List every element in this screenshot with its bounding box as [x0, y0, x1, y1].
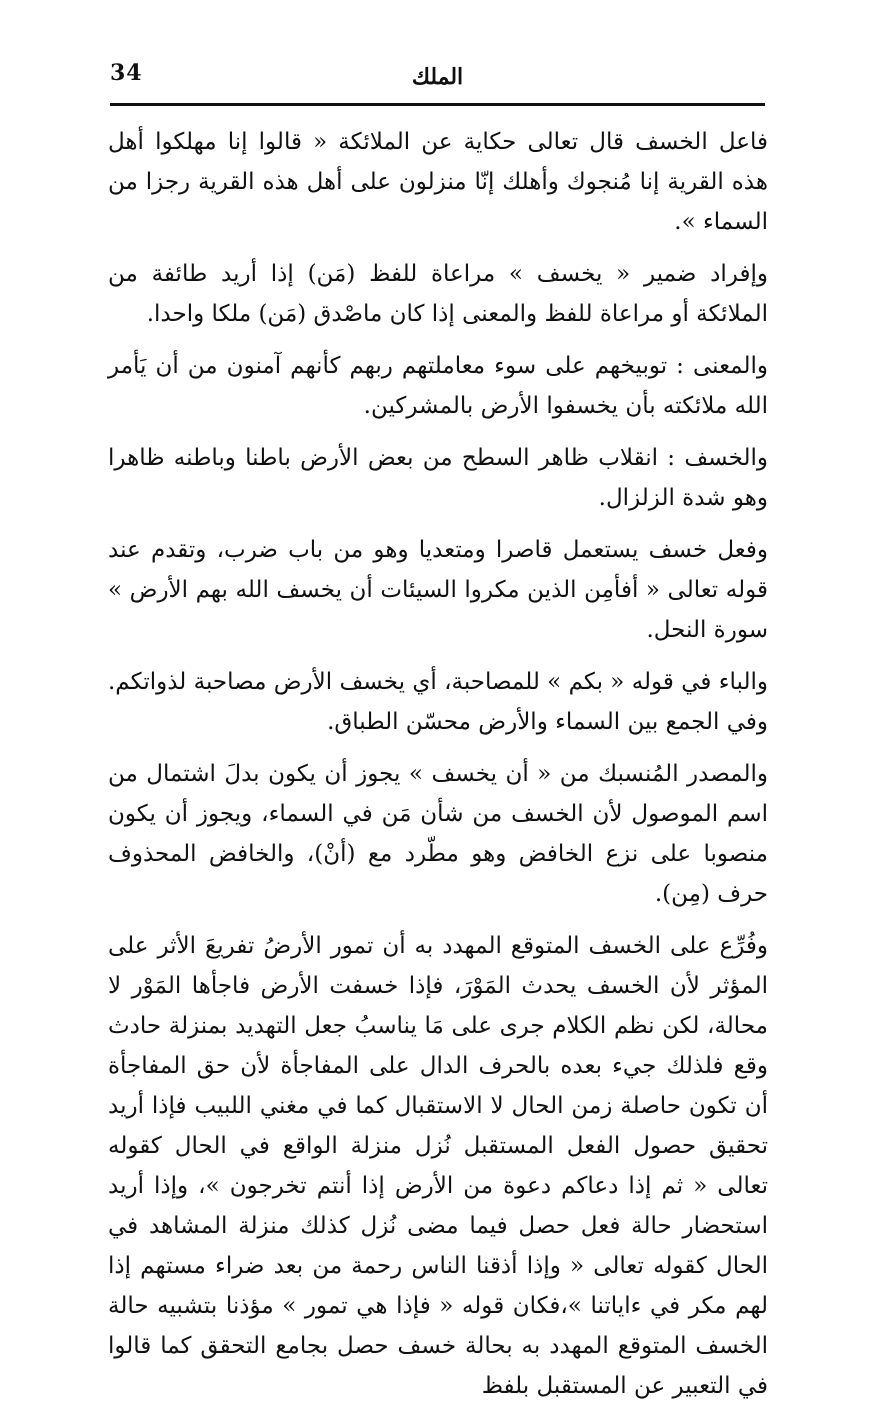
paragraph: وفُرِّع على الخسف المتوقع المهدد به أن تمور الأرضُ تفريعَ الأثر على المؤثر لأن الخسف يحدث المَوْرَ، فإذا خسفت الأرض فاجأها المَوْر لا محالة، لكن نظم الكلام جرى على مَا يناسبُ جعل التهديد بمنزلة حادث وقع فلذلك جيء بعده بالحرف الدال على المفاجأة لأن حق المفاجأة أن تكون حاصلة زمن الحال لا الاستقبال كما في مغني اللبيب فإذا أريد تحقيق حصول الفعل المستقبل نُزل منزلة الواقع في الحال كقوله تعالى « ثم إذا دعاكم دعوة من الأرض إذا أنتم تخرجون »، وإذا أريد استحضار حالة فعل حصل فيما مضى نُزل كذلك منزلة المشاهد في الحال كقوله تعالى « وإذا أذقنا الناس رحمة من بعد ضراء مستهم إذا لهم مكر في ءاياتنا »،فكان قوله « فإذا هي تمور » مؤذنا بتشبيه حالة الخسف المتوقع المهدد به بحالة خسف حصل بجامع التحقق كما قالوا في التعبير عن المستقبل بلفظ [108, 933, 768, 1399]
paragraph: والمعنى : توبيخهم على سوء معاملتهم ربهم كأنهم آمنون من أن يَأمر الله ملائكته بأن يخسفوا الأرض بالمشركين. [108, 353, 768, 419]
paragraph: والخسف : انقلاب ظاهر السطح من بعض الأرض باطنا وباطنه ظاهرا وهو شدة الزلزال. [108, 445, 768, 511]
page-number: 34 [110, 60, 143, 86]
running-title: الملك [411, 64, 464, 90]
page-header [110, 50, 765, 100]
paragraph: والمصدر المُنسبك من « أن يخسف » يجوز أن يكون بدلَ اشتمال من اسم الموصول لأن الخسف من شأن مَن في السماء، ويجوز أن يكون منصوبا على نزع الخافض وهو مطّرد مع (أنْ)، والخافض المحذوف حرف (مِن). [108, 761, 768, 907]
paragraph: فاعل الخسف قال تعالى حكاية عن الملائكة « قالوا إنا مهلكوا أهل هذه القرية إنا مُنجوك وأهلك إنّا منزلون على أهل هذه القرية رجزا من السماء ». [108, 129, 768, 235]
header-rule [110, 103, 765, 106]
paragraph: والباء في قوله « بكم » للمصاحبة، أي يخسف الأرض مصاحبة لذواتكم. وفي الجمع بين السماء والأرض محسّن الطباق. [108, 669, 768, 735]
body-text [108, 122, 768, 1418]
paragraph: وإفراد ضمير « يخسف » مراعاة للفظ (مَن) إذا أريد طائفة من الملائكة أو مراعاة للفظ والمعنى إذا كان ماصْدق (مَن) ملكا واحدا. [108, 261, 768, 327]
paragraph: وفعل خسف يستعمل قاصرا ومتعديا وهو من باب ضرب، وتقدم عند قوله تعالى « أفأمِن الذين مكروا السيئات أن يخسف الله بهم الأرض » سورة النحل. [108, 537, 768, 643]
